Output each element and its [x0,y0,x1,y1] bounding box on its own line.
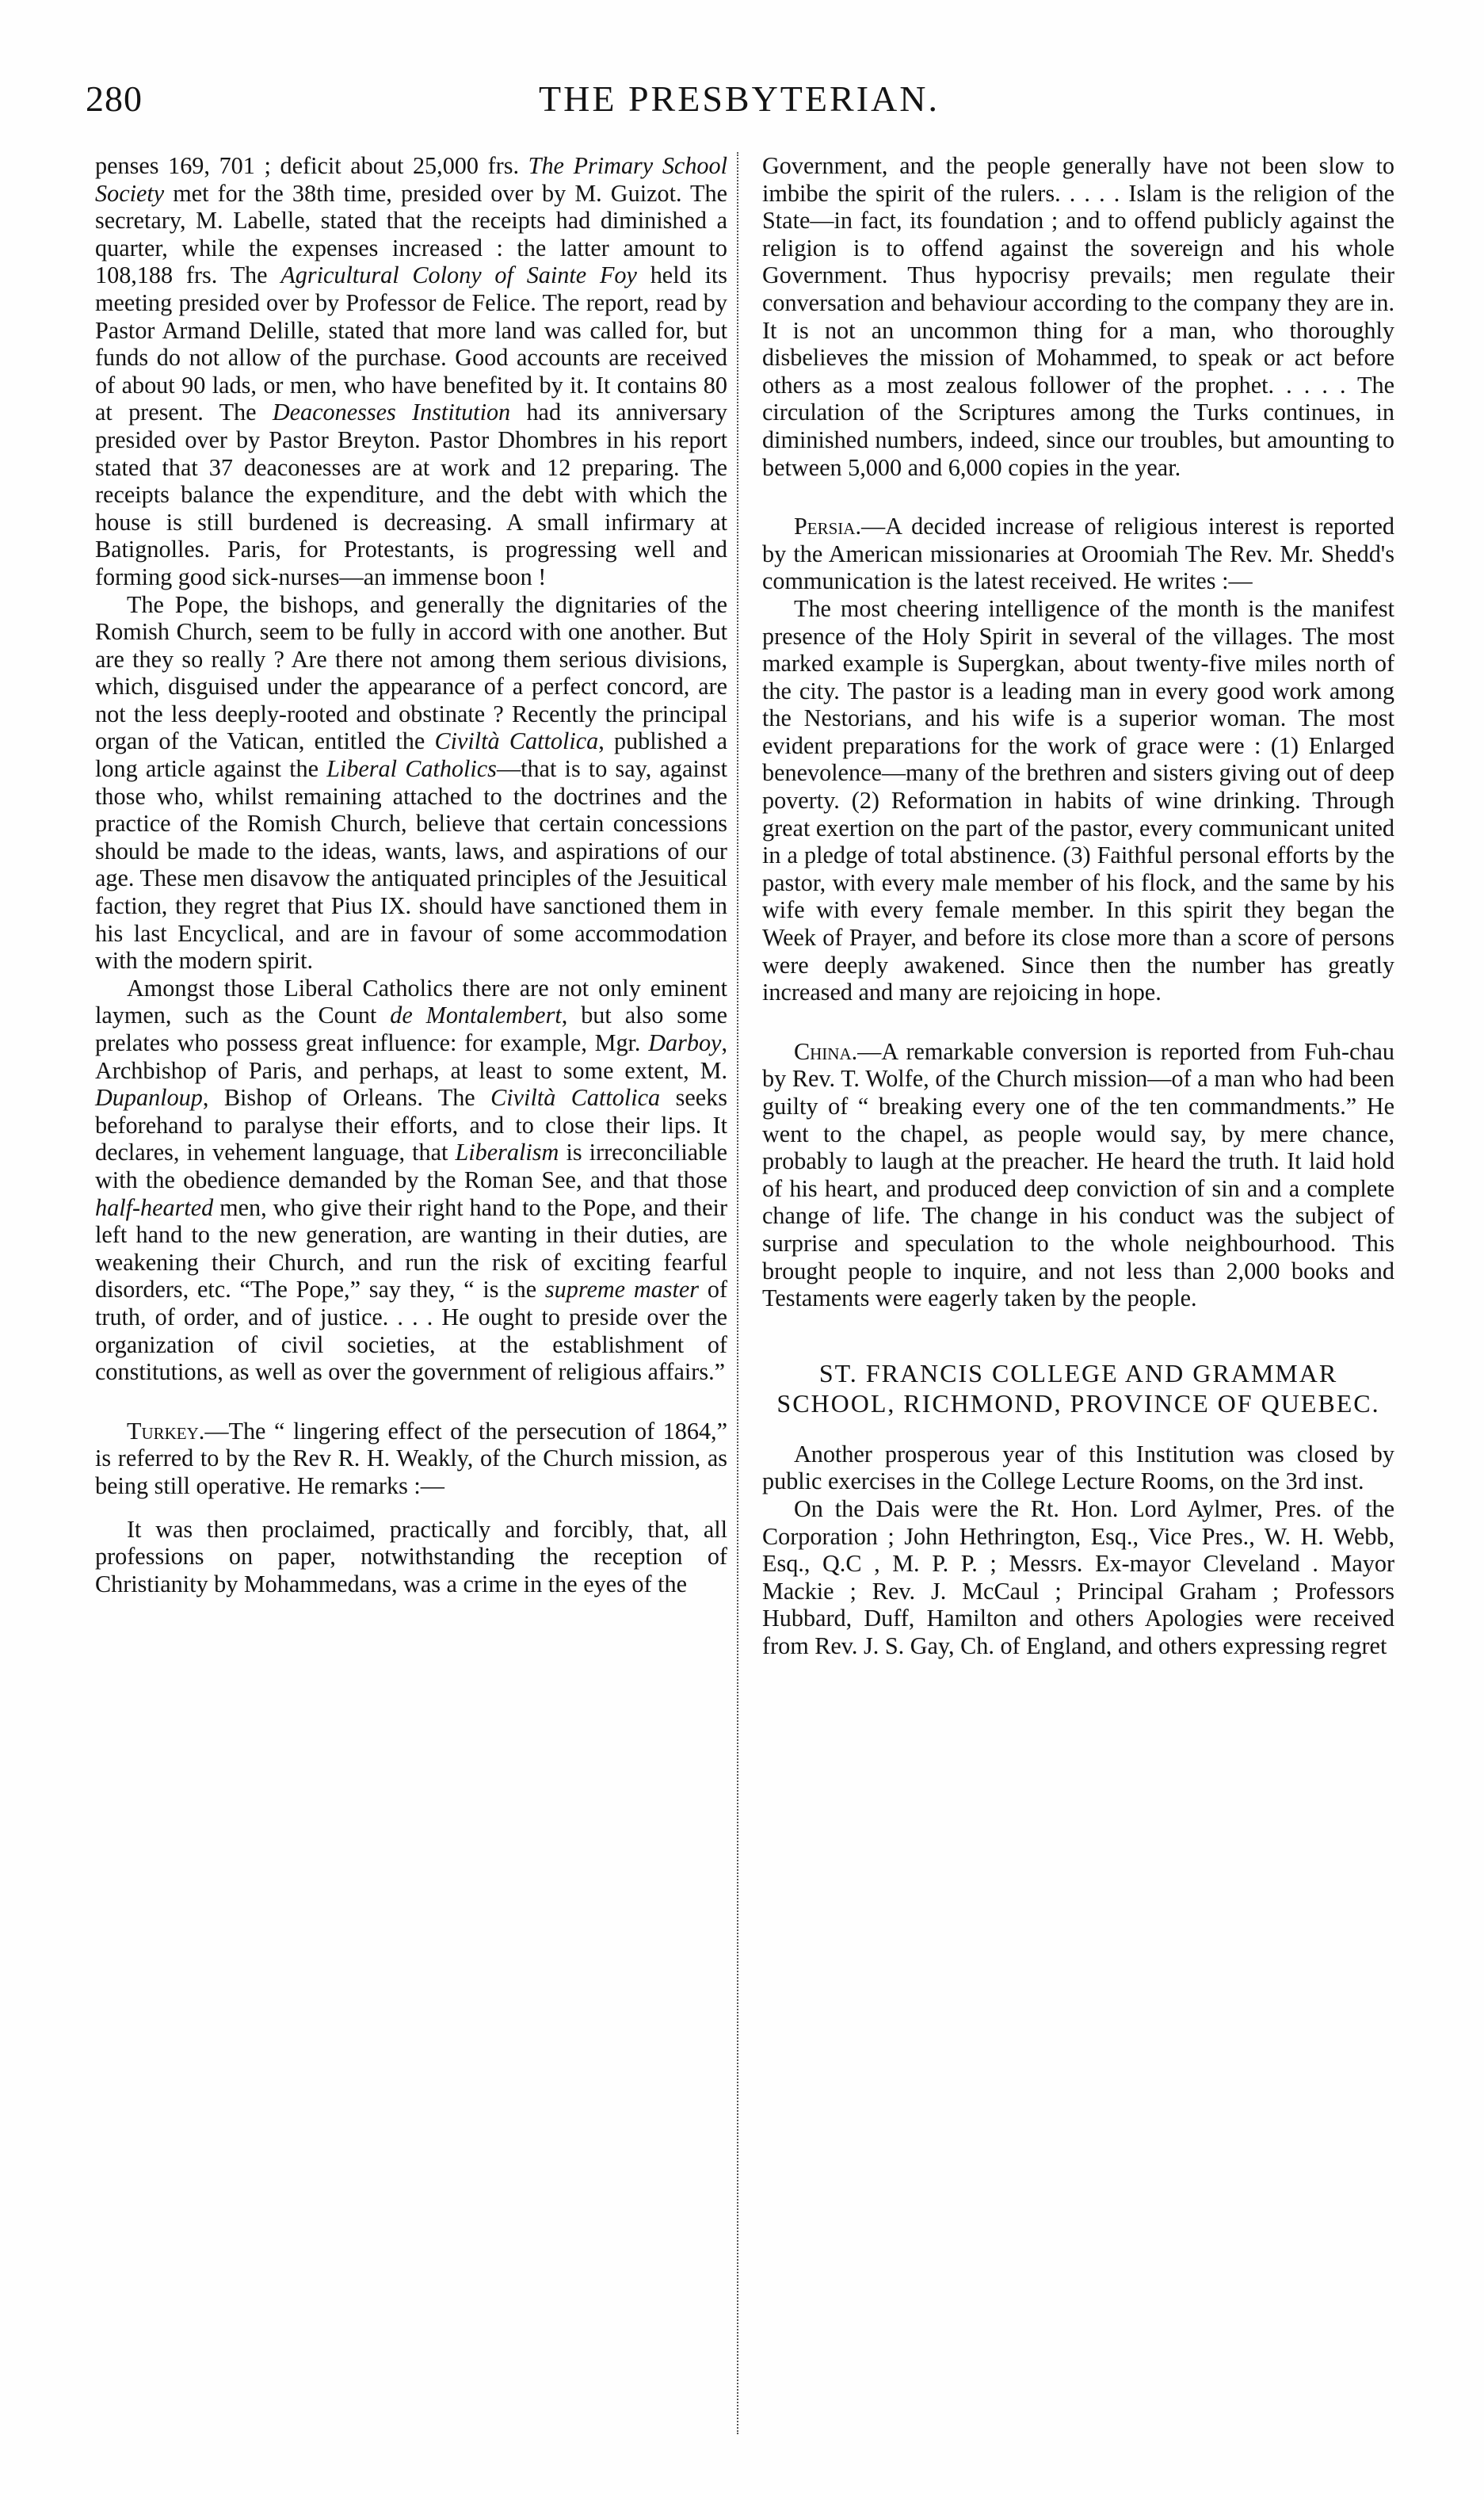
paragraph-turkey-quote: It was then proclaimed, practically and forcibly, that, all professions on paper, notwithstanding the reception of Christianity by Mohammedans, was a crime in the eyes of the [95,1515,727,1597]
page-number: 280 [86,78,143,119]
paragraph-college-exercises: Another prosperous year of this Institution was closed by public exercises in the College Lecture Rooms, on the 3rd inst. [762,1440,1394,1495]
section-lead-china: China. [794,1037,858,1065]
section-lead-turkey: Turkey. [127,1417,205,1445]
left-column [95,152,727,1597]
emphasis-term: supreme master [544,1276,700,1303]
person-name: Dupanloup [95,1084,203,1112]
emphasis-term: Liberalism [455,1139,559,1166]
paragraph-persia-quote: The most cheering intelligence of the month is the manifest presence of the Holy Spirit in several of the villages. The most marked example is Supergkan, about twenty-five miles north of the city. The pastor is a leading man in every good work among the Nestorians, and his wife is a superior woman. The most evident preparations for the work of grace were : (1) Enlarged benevolence—many of the brethren and sisters giving out of deep poverty. (2) Reformation in habits of wine drinking. Through great exertion on the part of the pastor, every communicant united in a pledge of total abstinence. (3) Faithful personal efforts by the pastor, with every male member of his flock, and the same by his wife with every female member. In this spirit they began the Week of Prayer, and before its close more than a score of persons were deeply awakened. Since then the number has greatly increased and many are rejoicing in hope. [762,594,1394,1006]
society-name: The Primary School Society [95,152,727,207]
colony-name: Agricultural Colony of Sainte Foy [280,261,637,289]
paragraph-persia: Persia.—A decided increase of religious interest is reported by the American missionaries at Oroomiah The Rev. Mr. Shedd's communication is the latest received. He writes :— [762,513,1394,595]
faction-name: Liberal Catholics [326,755,497,783]
person-name: de Montalembert [390,1002,562,1029]
journal-title: THE PRESBYTERIAN. [539,78,940,119]
column-divider [737,152,738,2434]
person-name: Darboy [648,1029,722,1056]
paragraph-romish-church: The Pope, the bishops, and generally the dignitaries of the Romish Church, seem to be fully in accord with one another. But are they so really ? Are there not among them serious divisions, which, disguised under the appearance of a perfect concord, are not the less deeply-rooted and obstinate ? Recently the principal organ of the Vatican, entitled the Civiltà Cattolica, published a long article against the Liberal Catholics—that is to say, against those who, whilst remaining attached to the doctrines and the practice of the Romish Church, believe that certain concessions should be made to the ideas, wants, laws, and aspirations of our age. These men disavow the antiquated principles of the Jesuitical faction, they regret that Pius IX. should have sanctioned them in his last Encyclical, and are in favour of some accommodation with the modern spirit. [95,590,728,975]
periodical-name: Civiltà Cattolica [490,1084,661,1112]
paragraph-societies-report: penses 169, 701 ; deficit about 25,000 frs. The Primary School Society met for the 38th time, presided over by M. Guizot. The secretary, M. Labelle, stated that the receipts had diminished a quarter, while the expenses increased : the latter amount to 108,188 frs. The Agricultural Colony of Sainte Foy held its meeting presided over by Professor de Felice. The report, read by Pastor Armand Delille, stated that more land was called for, but funds do not allow of the purchase. Good accounts are received of about 90 lads, or men, who have benefited by it. It contains 80 at present. The Deaconesses Institution had its anniversary presided over by Pastor Breyton. Pastor Dhombres in his report stated that 37 deaconesses are at work and 12 preparing. The receipts balance the expenditure, and the debt with which the house is still burdened is decreasing. A small infirmary at Batignolles. Paris, for Protestants, is progressing well and forming good sick-nurses—an immense boon ! [95,152,728,590]
paragraph-liberal-catholics: Amongst those Liberal Catholics there are not only eminent laymen, such as the Count de Montalembert, but also some prelates who possess great influence: for example, Mgr. Darboy, Archbishop of Paris, and perhaps, at least to some extent, M. Dupanloup, Bishop of Orleans. The Civiltà Cattolica seeks beforehand to paralyse their efforts, and to close their lips. It declares, in vehement language, that Liberalism is irreconciliable with the obedience demanded by the Roman See, and that those half-hearted men, who give their right hand to the Pope, and their left hand to the new generation, are wanting in their duties, are weakening their Church, and run the risk of exciting fearful disorders, etc. “The Pope,” say they, “ is the supreme master of truth, of order, and of justice. . . . He ought to preside over the organization of civil societies, at the establishment of constitutions, as well as over the government of religious affairs.” [95,974,727,1386]
paragraph-turkey-continued: Government, and the people generally have not been slow to imbibe the spirit of the rulers. . . . . Islam is the religion of the State—in fact, its foundation ; and to offend publicly against the religion is to offend against the sovereign and his whole Government. Thus hypocrisy prevails; men regulate their conversation and behaviour according to the company they are in. It is not an uncommon thing for a man, who thoroughly disbelieves the mission of Mohammed, to speak or act before others as a most zealous follower of the prophet. . . . . The circulation of the Scriptures among the Turks continues, in diminished numbers, indeed, since our troubles, but amounting to between 5,000 and 6,000 copies in the year. [762,152,1394,481]
right-column [762,152,1394,1660]
paragraph-turkey: Turkey.—The “ lingering effect of the persecution of 1864,” is referred to by the Rev R. H. Weakly, of the Church mission, as being still operative. He remarks :— [95,1417,727,1499]
institution-name: Deaconesses Institution [272,399,511,426]
paragraph-china: China.—A remarkable conversion is reported from Fuh-chau by Rev. T. Wolfe, of the Church mission—of a man who had been guilty of “ breaking every one of the ten commandments.” He went to the chapel, as people would say, by mere chance, probably to laugh at the preacher. He heard the truth. It laid hold of his heart, and produced deep conviction of sin and a complete change of life. The change in his conduct was the subject of surprise and speculation to the whole neighbourhood. This brought people to inquire, and not less than 2,000 books and Testaments were eagerly taken by the people. [762,1037,1394,1312]
section-lead-persia: Persia. [794,513,862,540]
emphasis-term: half-hearted [95,1193,214,1221]
running-head [86,75,1393,131]
periodical-name: Civiltà Cattolica [434,727,599,755]
section-heading-st-francis: ST. FRANCIS COLLEGE AND GRAMMAR SCHOOL, RICHMOND, PROVINCE OF QUEBEC. [776,1358,1380,1418]
paragraph-college-dais: On the Dais were the Rt. Hon. Lord Aylmer, Pres. of the Corporation ; John Hethrington, Esq., Vice Pres., W. H. Webb, Esq., Q.C , M. P. P. ; Messrs. Ex-mayor Cleveland . Mayor Mackie ; Rev. J. McCaul ; Principal Graham ; Professors Hubbard, Duff, Hamilton and others Apologies were received from Rev. J. S. Gay, Ch. of England, and others expressing regret [762,1494,1394,1659]
